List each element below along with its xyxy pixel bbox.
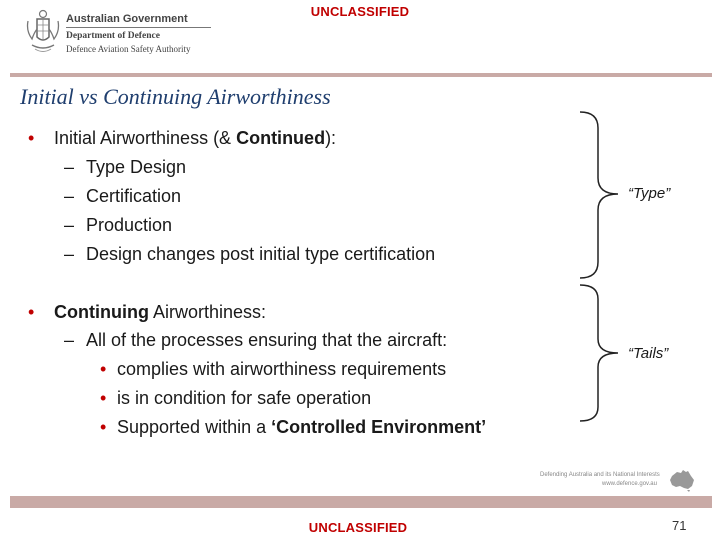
dash-marker: – bbox=[64, 244, 75, 264]
sub-bullet-marker: • bbox=[100, 359, 107, 379]
list-item-design-changes: Design changes post initial type certification bbox=[86, 244, 436, 264]
footer-tagline: Defending Australia and its National Interests bbox=[540, 472, 660, 478]
footer-url: www.defence.gov.au bbox=[602, 481, 657, 487]
curly-brace-icon bbox=[578, 110, 628, 280]
list-item-certification: Certification bbox=[86, 186, 182, 206]
sub-item-processes: All of the processes ensuring that the aircraft: bbox=[86, 330, 448, 350]
dash-marker: – bbox=[64, 330, 75, 350]
brace-label-tails: “Tails” bbox=[628, 345, 669, 362]
bullet1-bold: Continued bbox=[236, 128, 326, 148]
classification-bottom: UNCLASSIFIED bbox=[308, 520, 408, 535]
commonwealth-crest-icon bbox=[26, 9, 60, 55]
bullet1-prefix: Initial Airworthiness (& bbox=[54, 128, 237, 148]
dash-marker: – bbox=[64, 186, 75, 206]
sub-bullet-marker: • bbox=[100, 388, 107, 408]
dash-marker: – bbox=[64, 215, 75, 235]
sub-bullet-marker: • bbox=[100, 417, 107, 437]
dash-marker: – bbox=[64, 157, 75, 177]
sub-item3-bold: ‘Controlled Environment’ bbox=[271, 417, 487, 437]
bullet2-bold: Continuing bbox=[54, 302, 149, 322]
sub-item-controlled-environment bbox=[117, 417, 486, 438]
page-number: 71 bbox=[672, 518, 687, 533]
sub-item-complies: complies with airworthiness requirements bbox=[117, 359, 447, 379]
curly-brace-icon bbox=[578, 283, 628, 423]
bullet-initial-airworthiness bbox=[54, 128, 336, 149]
sub-item3-prefix: Supported within a bbox=[117, 417, 272, 437]
australian-government-logo bbox=[26, 9, 196, 61]
bullet-continuing-airworthiness bbox=[54, 302, 266, 323]
bullet-marker: • bbox=[28, 302, 35, 322]
header-rule bbox=[10, 73, 712, 77]
classification-top: UNCLASSIFIED bbox=[310, 4, 410, 19]
list-item-production: Production bbox=[86, 215, 173, 235]
bullet-marker: • bbox=[28, 128, 35, 148]
sub-item-condition: is in condition for safe operation bbox=[117, 388, 372, 408]
logo-authority-text: Defence Aviation Safety Authority bbox=[66, 44, 191, 54]
logo-department-text: Department of Defence bbox=[66, 31, 160, 41]
list-item-type-design: Type Design bbox=[86, 157, 187, 177]
brace-label-type: “Type” bbox=[628, 185, 671, 202]
bullet2-suffix: Airworthiness: bbox=[148, 302, 267, 322]
logo-government-text: Australian Government bbox=[66, 13, 211, 28]
footer-rule bbox=[10, 496, 712, 508]
slide-title: Initial vs Continuing Airworthiness bbox=[20, 84, 331, 109]
bullet1-suffix: ): bbox=[325, 128, 337, 148]
australia-map-icon bbox=[668, 468, 696, 492]
